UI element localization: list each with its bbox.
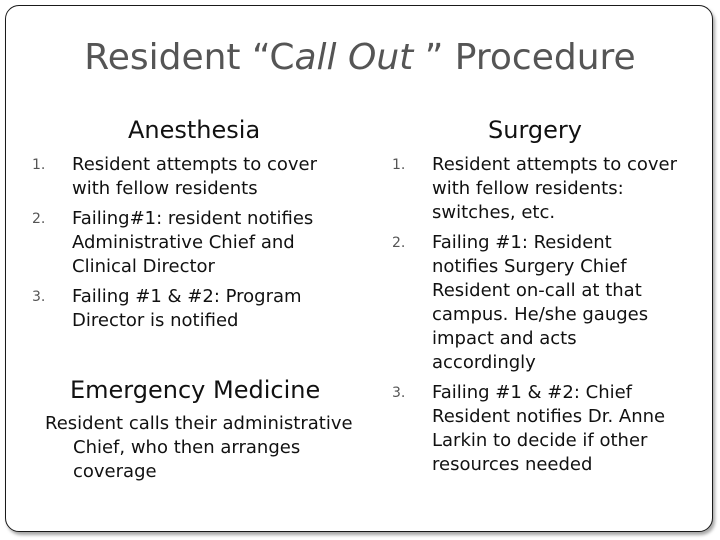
surgery-heading: Surgery bbox=[488, 116, 582, 144]
anesthesia-item-number: 2. bbox=[32, 211, 46, 227]
surgery-item bbox=[392, 381, 682, 477]
anesthesia-item-text: Resident attempts to cover with fellow residents bbox=[72, 154, 318, 199]
anesthesia-item-number: 3. bbox=[32, 289, 46, 305]
anesthesia-item bbox=[32, 285, 342, 333]
surgery-item bbox=[392, 153, 682, 225]
surgery-item-number: 3. bbox=[392, 385, 406, 401]
surgery-item-text: Failing #1: Resident notifies Surgery Chief Resident on-call at that campus. He/she gauges impact and acts accordingly bbox=[432, 232, 649, 373]
anesthesia-list bbox=[32, 153, 342, 339]
emergency-text: Resident calls their administrative Chief, who then arranges coverage bbox=[45, 413, 353, 482]
surgery-item-text: Failing #1 & #2: Chief Resident notifies Dr. Anne Larkin to decide if other resources needed bbox=[432, 382, 666, 475]
surgery-list bbox=[392, 153, 682, 483]
anesthesia-item-text: Failing #1 & #2: Program Director is notified bbox=[72, 286, 302, 331]
anesthesia-item bbox=[32, 207, 342, 279]
surgery-item-number: 2. bbox=[392, 235, 406, 251]
anesthesia-item-number: 1. bbox=[32, 157, 46, 173]
surgery-item bbox=[392, 231, 682, 375]
anesthesia-item bbox=[32, 153, 342, 201]
slide-title bbox=[0, 36, 720, 80]
title-prefix: Resident “C bbox=[84, 37, 295, 78]
anesthesia-item-text: Failing#1: resident notifies Administrative Chief and Clinical Director bbox=[72, 208, 314, 277]
title-italic: all Out bbox=[294, 37, 414, 78]
surgery-item-text: Resident attempts to cover with fellow residents: switches, etc. bbox=[432, 154, 678, 223]
anesthesia-heading: Anesthesia bbox=[128, 116, 261, 144]
surgery-item-number: 1. bbox=[392, 157, 406, 173]
emergency-heading: Emergency Medicine bbox=[70, 376, 321, 404]
title-suffix: ” Procedure bbox=[413, 37, 636, 78]
